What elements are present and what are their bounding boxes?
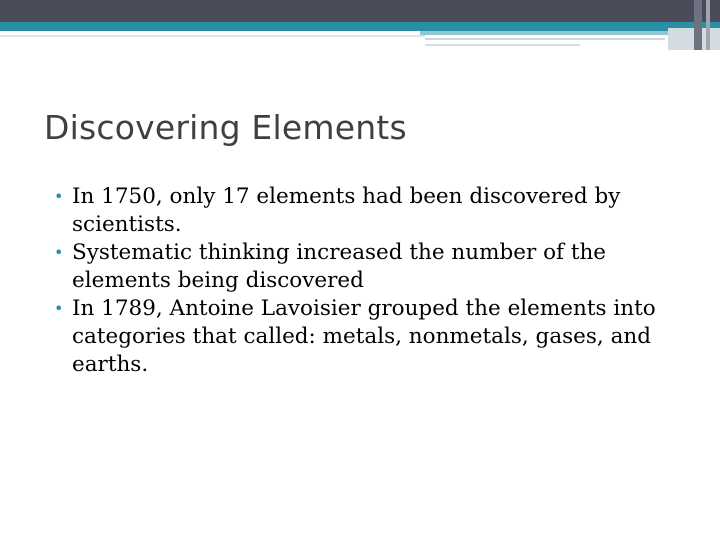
bullet-marker: • bbox=[54, 187, 64, 206]
header-band-accent bbox=[0, 22, 720, 31]
header-decor-line bbox=[425, 38, 665, 40]
bullet-item bbox=[54, 295, 694, 379]
bullet-text: In 1750, only 17 elements had been discovered by scientists. bbox=[72, 184, 621, 237]
slide-title: Discovering Elements bbox=[44, 108, 407, 147]
header-decor-stripe bbox=[706, 0, 710, 50]
bullet-marker: • bbox=[54, 299, 64, 318]
bullet-marker: • bbox=[54, 243, 64, 262]
bullet-item bbox=[54, 183, 694, 239]
bullet-item bbox=[54, 239, 694, 295]
bullet-text: In 1789, Antoine Lavoisier grouped the elements into categories that called: metals, nonmetals, gases, and earths. bbox=[72, 296, 656, 377]
header-decor-line bbox=[0, 35, 425, 37]
header-decor-line bbox=[425, 44, 580, 46]
bullet-text: Systematic thinking increased the number of the elements being discovered bbox=[72, 240, 607, 293]
bullet-list bbox=[54, 183, 694, 379]
header-decor-stripe bbox=[694, 0, 702, 50]
header-band-dark bbox=[0, 0, 720, 22]
